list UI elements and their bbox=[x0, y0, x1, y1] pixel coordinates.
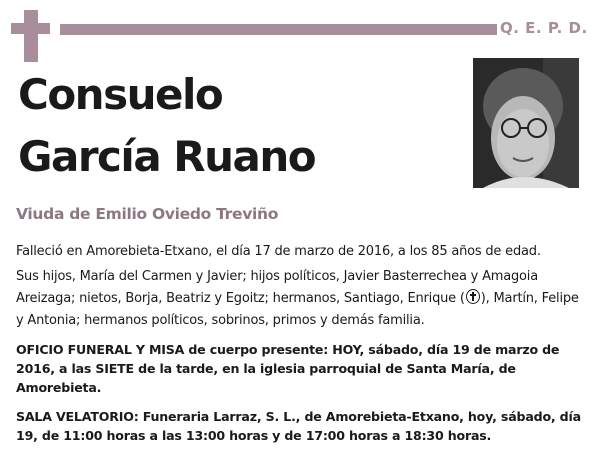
deceased-portrait-photo bbox=[473, 58, 579, 188]
cross-icon bbox=[24, 10, 38, 62]
family-text-end: ), Martín, Felipe y Antonia; hermanos políticos, sobrinos, primos y demás familia. bbox=[16, 291, 579, 328]
family-text-start: Sus hijos, María del Carmen y Javier; hijos políticos, Javier Basterrechea y Amagoia Areizaga; nietos, Borja, Beatriz y Egoitz; hermanos, Santiago, Enrique ( bbox=[16, 269, 538, 306]
family-paragraph bbox=[16, 266, 586, 332]
header-rule bbox=[60, 24, 497, 35]
deceased-first-name: Consuelo bbox=[18, 70, 223, 119]
qepd-label: Q. E. P. D. bbox=[500, 19, 588, 37]
wake-paragraph: SALA VELATORIO: Funeraria Larraz, S. L., de Amorebieta-Etxano, hoy, sábado, día 19, de 11:00 horas a las 13:00 horas y de 17:00 horas a 18:30 horas. bbox=[16, 409, 581, 443]
widow-line: Viuda de Emilio Oviedo Treviño bbox=[16, 205, 279, 223]
funeral-paragraph: OFICIO FUNERAL Y MISA de cuerpo presente: HOY, sábado, día 19 de marzo de 2016, a las SIETE de la tarde, en la iglesia parroquial de Santa María, de Amorebieta. bbox=[16, 342, 560, 395]
death-notice: Falleció en Amorebieta-Etxano, el día 17 de marzo de 2016, a los 85 años de edad. bbox=[16, 244, 541, 259]
cross-icon-bar bbox=[11, 23, 50, 34]
deceased-cross-icon bbox=[466, 289, 480, 304]
deceased-surnames: García Ruano bbox=[18, 132, 316, 181]
portrait-illustration bbox=[473, 58, 579, 188]
